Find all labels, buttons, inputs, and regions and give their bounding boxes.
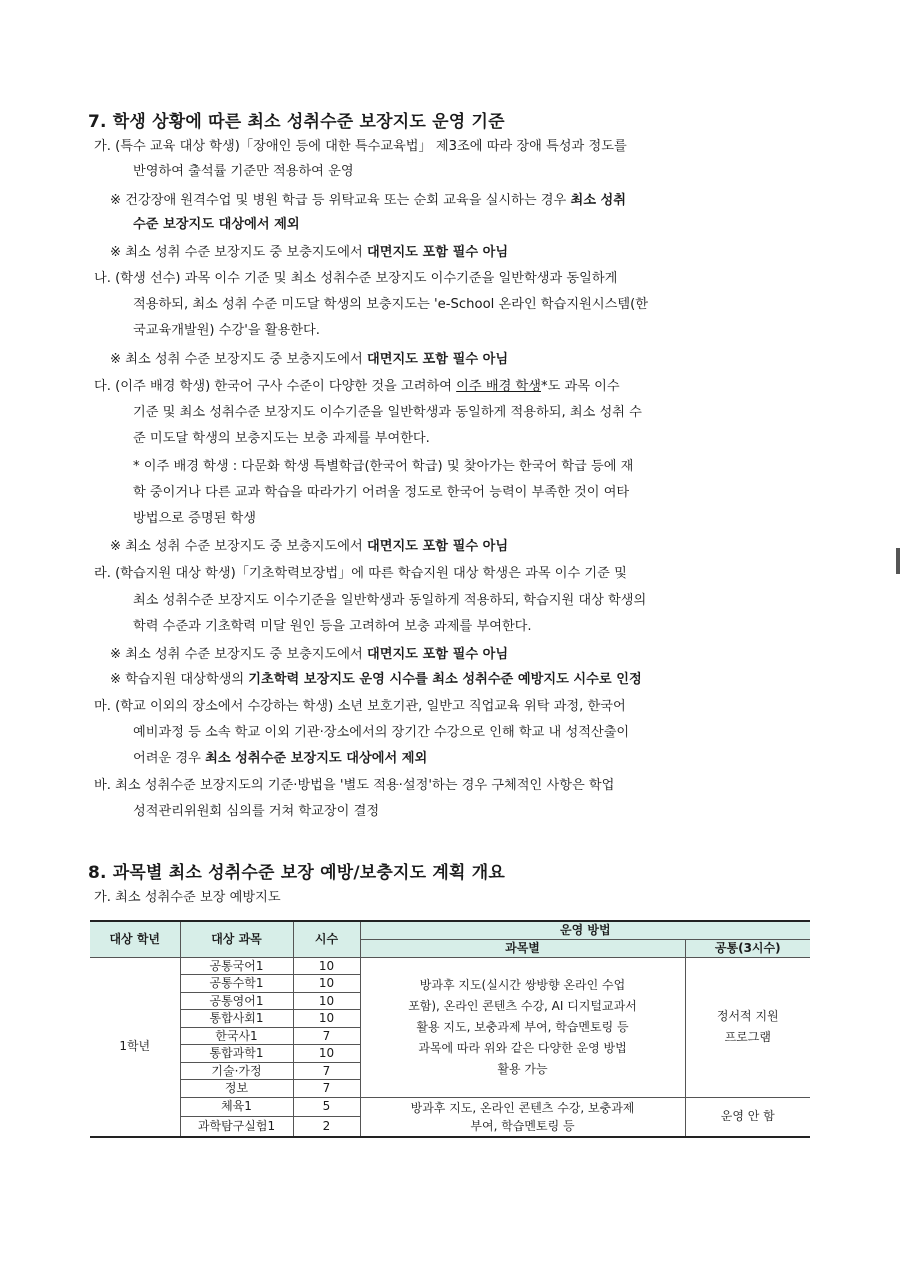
subject-cell: 공통영어1	[180, 992, 293, 1010]
hours-cell: 2	[293, 1116, 360, 1136]
item-ra-line1: 라. (학습지원 대상 학생)「기초학력보장법」에 따른 학습지원 대상 학생은 과목 이수 기준 및	[94, 566, 627, 581]
item-na-line1: 나. (학생 선수) 과목 이수 기준 및 최소 성취수준 보장지도 이수기준을 일반학생과 동일하게	[94, 271, 618, 286]
subject-cell: 정보	[180, 1080, 293, 1098]
hours-cell: 5	[293, 1097, 360, 1116]
section-8-subtitle: 가. 최소 성취수준 보장 예방지도	[94, 890, 281, 905]
header-method: 운영 방법	[360, 921, 810, 940]
header-grade: 대상 학년	[90, 921, 180, 957]
item-da-line3: 준 미도달 학생의 보충지도는 보충 과제를 부여한다.	[133, 431, 430, 446]
page-edge-mark	[896, 548, 900, 574]
item-da-note: ※ 최소 성취 수준 보장지도 중 보충지도에서 대면지도 포함 필수 아님	[110, 539, 509, 554]
item-da-line2: 기준 및 최소 성취수준 보장지도 이수기준을 일반학생과 동일하게 적용하되, 최소 성취 수	[133, 405, 642, 420]
method-cell-1: 방과후 지도(실시간 쌍방향 온라인 수업 포함), 온라인 콘텐츠 수강, AI 디지털교과서 활용 지도, 보충과제 부여, 학습멘토링 등 과목에 따라 위와 같은 다양한 운영 방법 활용 가능	[360, 957, 685, 1097]
method-cell-2: 방과후 지도, 온라인 콘텐츠 수강, 보충과제 부여, 학습멘토링 등	[360, 1097, 685, 1137]
item-da-footnote-line1: * 이주 배경 학생 : 다문화 학생 특별학급(한국어 학급) 및 찾아가는 한국어 학급 등에 재	[133, 459, 634, 474]
grade-cell: 1학년	[90, 957, 180, 1137]
subject-cell: 체육1	[180, 1097, 293, 1116]
header-common: 공통(3시수)	[685, 940, 810, 958]
item-ma-line3: 어려운 경우 최소 성취수준 보장지도 대상에서 제외	[133, 751, 428, 766]
common-cell-2: 운영 안 함	[685, 1097, 810, 1137]
subject-cell: 통합과학1	[180, 1045, 293, 1063]
item-ga-line2: 반영하여 출석률 기준만 적용하여 운영	[133, 164, 354, 179]
hours-cell: 10	[293, 975, 360, 993]
hours-cell: 7	[293, 1062, 360, 1080]
item-ra-note2: ※ 학습지원 대상학생의 기초학력 보장지도 운영 시수를 최소 성취수준 예방지도 시수로 인정	[110, 672, 642, 687]
item-ga-note1-line2: 수준 보장지도 대상에서 제외	[133, 217, 300, 232]
subject-cell: 통합사회1	[180, 1010, 293, 1028]
hours-cell: 10	[293, 1045, 360, 1063]
item-da-footnote-line3: 방법으로 증명된 학생	[133, 511, 257, 526]
item-ba-line2: 성적관리위원회 심의를 거쳐 학교장이 결정	[133, 804, 380, 819]
item-ra-note1: ※ 최소 성취 수준 보장지도 중 보충지도에서 대면지도 포함 필수 아님	[110, 647, 509, 662]
item-da-footnote-line2: 학 중이거나 다른 교과 학습을 따라가기 어려울 정도로 한국어 능력이 부족한 것이 여타	[133, 485, 630, 500]
item-ra-line2: 최소 성취수준 보장지도 이수기준을 일반학생과 동일하게 적용하되, 학습지원 대상 학생의	[133, 593, 647, 608]
subject-cell: 과학탐구실험1	[180, 1116, 293, 1136]
hours-cell: 10	[293, 1010, 360, 1028]
item-ga-note2: ※ 최소 성취 수준 보장지도 중 보충지도에서 대면지도 포함 필수 아님	[110, 245, 509, 260]
item-ra-line3: 학력 수준과 기초학력 미달 원인 등을 고려하여 보충 과제를 부여한다.	[133, 619, 532, 634]
hours-cell: 7	[293, 1080, 360, 1098]
table-row	[90, 1097, 810, 1116]
hours-cell: 10	[293, 957, 360, 975]
item-na-line2: 적용하되, 최소 성취 수준 미도달 학생의 보충지도는 'e-School 온라인 학습지원시스템(한	[133, 297, 648, 312]
item-ga-line1: 가. (특수 교육 대상 학생)「장애인 등에 대한 특수교육법」 제3조에 따라 장애 특성과 정도를	[94, 139, 627, 154]
hours-cell: 10	[293, 992, 360, 1010]
section-7-title: 7. 학생 상황에 따른 최소 성취수준 보장지도 운영 기준	[88, 112, 505, 132]
subject-cell: 한국사1	[180, 1027, 293, 1045]
section-8-title: 8. 과목별 최소 성취수준 보장 예방/보충지도 계획 개요	[88, 863, 505, 883]
subject-cell: 공통국어1	[180, 957, 293, 975]
item-ba-line1: 바. 최소 성취수준 보장지도의 기준·방법을 '별도 적용·설정'하는 경우 구체적인 사항은 학업	[94, 778, 615, 793]
item-na-line3: 국교육개발원) 수강'을 활용한다.	[133, 323, 320, 338]
subject-cell: 기술·가정	[180, 1062, 293, 1080]
item-ga-note1-line1: ※ 건강장애 원격수업 및 병원 학급 등 위탁교육 또는 순회 교육을 실시하는 경우 최소 성취	[110, 193, 627, 208]
hours-cell: 7	[293, 1027, 360, 1045]
prevention-plan-table	[90, 920, 810, 1138]
table-row	[90, 957, 810, 975]
header-subject: 대상 과목	[180, 921, 293, 957]
item-na-note: ※ 최소 성취 수준 보장지도 중 보충지도에서 대면지도 포함 필수 아님	[110, 352, 509, 367]
item-da-line1: 다. (이주 배경 학생) 한국어 구사 수준이 다양한 것을 고려하여 이주 배경 학생*도 과목 이수	[94, 379, 620, 394]
common-cell-1: 정서적 지원 프로그램	[685, 957, 810, 1097]
item-ma-line2: 예비과정 등 소속 학교 이외 기관·장소에서의 장기간 수강으로 인해 학교 내 성적산출이	[133, 725, 630, 740]
subject-cell: 공통수학1	[180, 975, 293, 993]
item-ma-line1: 마. (학교 이외의 장소에서 수강하는 학생) 소년 보호기관, 일반고 직업교육 위탁 과정, 한국어	[94, 699, 626, 714]
header-by-subject: 과목별	[360, 940, 685, 958]
header-hours: 시수	[293, 921, 360, 957]
